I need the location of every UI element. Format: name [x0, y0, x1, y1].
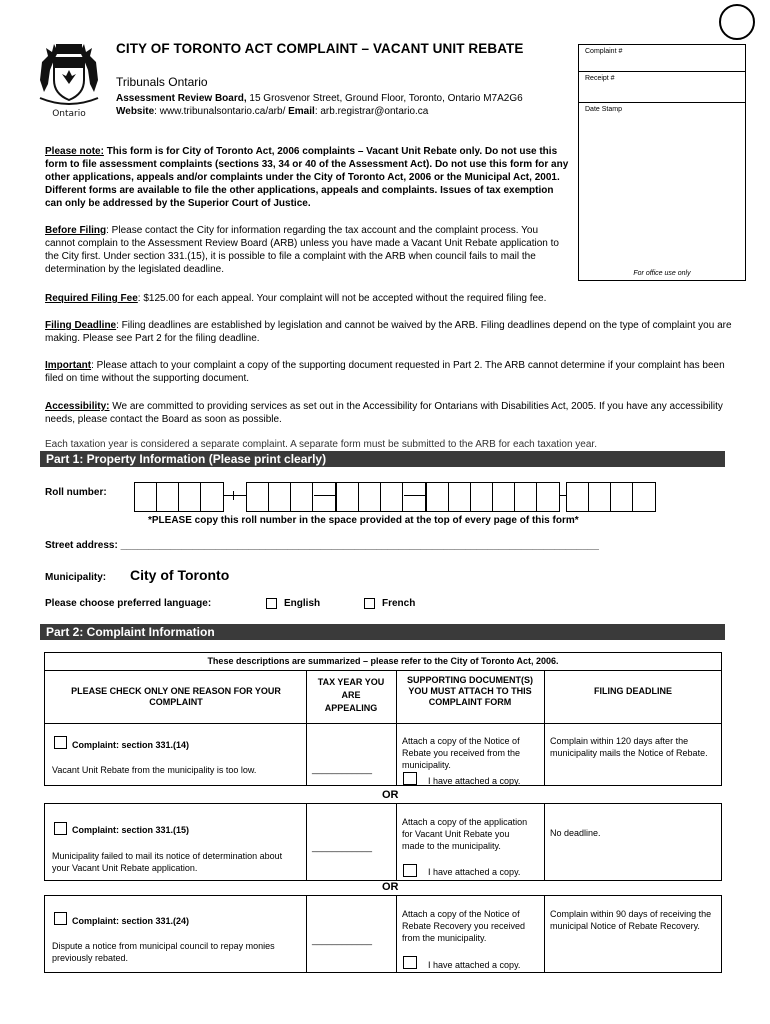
- street-address-field[interactable]: Street address: ______________________________________________________________________________________: [45, 540, 599, 551]
- table-divider: [306, 724, 307, 786]
- row1-description: Vacant Unit Rebate from the municipality is too low.: [52, 765, 257, 775]
- municipality-value: City of Toronto: [130, 567, 230, 583]
- row3-section: Complaint: section 331.(24): [72, 916, 190, 926]
- before-filing-paragraph: Before Filing: Please contact the City for information regarding the tax account and the complaint process. You cannot complain to the Assessment Review Board (ARB) unless you have made a Vacant Unit Rebate application to the City first. Under section 331.(15), it is possible to file a complaint with the ARB when council fails to mail the determination by the legislated deadline.: [45, 225, 559, 275]
- col-reason-header: PLEASE CHECK ONLY ONE REASON FOR YOUR COMPLAINT: [71, 686, 281, 707]
- important-paragraph: Important: Please attach to your complaint a copy of the supporting document requested in Part 2. The ARB cannot determine if your complaint has been filed on time without the supporting document.: [45, 360, 725, 384]
- row1-attached-label: I have attached a copy.: [428, 776, 521, 786]
- row1-attached-checkbox[interactable]: [403, 772, 417, 785]
- page-corner-circle: [719, 4, 755, 40]
- row1-documents: Attach a copy of the Notice of Rebate you received from the municipality.: [402, 736, 521, 770]
- filing-deadline-paragraph: Filing Deadline: Filing deadlines are established by legislation and cannot be waived by the ARB. Filing deadlines depend on the type of complaint you are making. Please see Part 2 for the filing deadline.: [45, 320, 732, 344]
- accessibility-paragraph: Accessibility: We are committed to providing services as set out in the Accessibility for Ontarians with Disabilities Act, 2005. If you have any accessibility needs, please contact the Board as soon as possible.: [45, 401, 723, 425]
- french-label: French: [382, 598, 416, 609]
- roll-number-group-2[interactable]: [246, 482, 336, 512]
- col-year-header: TAX YEAR YOU ARE APPEALING: [317, 677, 385, 713]
- complaint-331-24-checkbox[interactable]: [54, 912, 67, 925]
- table-divider: [306, 895, 307, 973]
- complaint-number-field: Complaint #: [579, 45, 745, 72]
- english-checkbox[interactable]: [266, 598, 277, 609]
- roll-separator: [224, 495, 246, 496]
- ontario-crest-logo: [34, 40, 104, 118]
- table-divider: [396, 895, 397, 973]
- row3-description: Dispute a notice from municipal council to repay monies previously rebated.: [52, 941, 275, 963]
- form-title: CITY OF TORONTO ACT COMPLAINT – VACANT UNIT REBATE: [116, 41, 524, 56]
- roll-number-group-4[interactable]: [426, 482, 560, 512]
- row1-deadline: Complain within 120 days after the municipality mails the Notice of Rebate.: [550, 736, 708, 758]
- table-divider: [396, 670, 397, 724]
- row1-section: Complaint: section 331.(14): [72, 740, 190, 750]
- roll-number-group-3[interactable]: [336, 482, 426, 512]
- roll-separator: [314, 495, 336, 496]
- table-divider: [544, 895, 545, 973]
- table-rule: [44, 670, 722, 671]
- date-stamp-field: Date Stamp For office use only: [579, 103, 745, 273]
- office-use-box: [578, 44, 746, 281]
- contact-line: Website: www.tribunalsontario.ca/arb/ Email: arb.registrar@ontario.ca: [116, 106, 429, 117]
- row2-section: Complaint: section 331.(15): [72, 825, 190, 835]
- or-separator-2: OR: [382, 881, 399, 893]
- row2-attached-checkbox[interactable]: [403, 864, 417, 877]
- table-divider: [396, 724, 397, 786]
- receipt-number-field: Receipt #: [579, 72, 745, 103]
- complaint-331-15-checkbox[interactable]: [54, 822, 67, 835]
- table-divider: [544, 724, 545, 786]
- row2-tax-year-field[interactable]: ____________: [312, 842, 373, 852]
- table-divider: [396, 803, 397, 881]
- roll-number-group-1[interactable]: [134, 482, 224, 512]
- or-separator-1: OR: [382, 789, 399, 801]
- french-checkbox[interactable]: [364, 598, 375, 609]
- col-deadline-header: FILING DEADLINE: [594, 686, 672, 696]
- roll-number-group-5[interactable]: [566, 482, 656, 512]
- row3-documents: Attach a copy of the Notice of Rebate Recovery you received from the municipality.: [402, 909, 526, 943]
- row2-description: Municipality failed to mail its notice of determination about your Vacant Unit Rebate application.: [52, 851, 283, 873]
- roll-number-note: *PLEASE copy this roll number in the space provided at the top of every page of this form*: [148, 515, 579, 526]
- filing-fee-paragraph: Required Filing Fee: $125.00 for each appeal. Your complaint will not be accepted without the required filing fee.: [45, 293, 547, 304]
- please-note-paragraph: Please note: This form is for City of Toronto Act, 2006 complaints – Vacant Unit Rebate only. Do not use this form to file assessment complaints (sections 33, 34 or 40 of the Assessment Act). Do not use this form for any other applications, appeals and/or complaints under the City of Toronto Act, 2006 or the Municipal Act, 2001. Different forms are available to file the other applications, appeals and complaints. Issues of tax exemption can only be addressed by the Superior Court of Justice.: [45, 146, 569, 209]
- row2-documents: Attach a copy of the application for Vacant Unit Rebate you made to the municipality.: [402, 817, 528, 851]
- roll-separator: [404, 495, 426, 496]
- table-divider: [544, 803, 545, 881]
- part1-header: Part 1: Property Information (Please print clearly): [40, 451, 725, 467]
- svg-text:Ontario: Ontario: [52, 109, 86, 118]
- table-divider: [306, 803, 307, 881]
- table-divider: [544, 670, 545, 724]
- tribunals-name: Tribunals Ontario: [116, 75, 208, 89]
- complaint-331-14-checkbox[interactable]: [54, 736, 67, 749]
- row1-tax-year-field[interactable]: ____________: [312, 764, 373, 774]
- roll-number-label: Roll number:: [45, 487, 107, 498]
- row3-deadline: Complain within 90 days of receiving the municipal Notice of Rebate Recovery.: [550, 909, 712, 931]
- office-use-note: For office use only: [633, 270, 691, 277]
- row2-deadline: No deadline.: [550, 828, 601, 838]
- col-docs-header: SUPPORTING DOCUMENT(S) YOU MUST ATTACH TO THIS COMPLAINT FORM: [407, 675, 533, 707]
- english-label: English: [284, 598, 321, 609]
- municipality-label: Municipality:: [45, 572, 107, 583]
- table-caption: These descriptions are summarized – please refer to the City of Toronto Act, 2006.: [207, 656, 559, 666]
- table-divider: [306, 670, 307, 724]
- row2-attached-label: I have attached a copy.: [428, 867, 521, 877]
- row3-attached-label: I have attached a copy.: [428, 960, 521, 970]
- board-address: Assessment Review Board, 15 Grosvenor Street, Ground Floor, Toronto, Ontario M7A2G6: [116, 93, 523, 104]
- row3-tax-year-field[interactable]: ____________: [312, 935, 373, 945]
- part2-header: Part 2: Complaint Information: [40, 624, 725, 640]
- language-label: Please choose preferred language:: [45, 598, 212, 609]
- taxation-note: Each taxation year is considered a separate complaint. A separate form must be submitted to the ARB for each taxation year.: [45, 439, 597, 450]
- roll-separator-tick: [233, 491, 234, 500]
- row3-attached-checkbox[interactable]: [403, 956, 417, 969]
